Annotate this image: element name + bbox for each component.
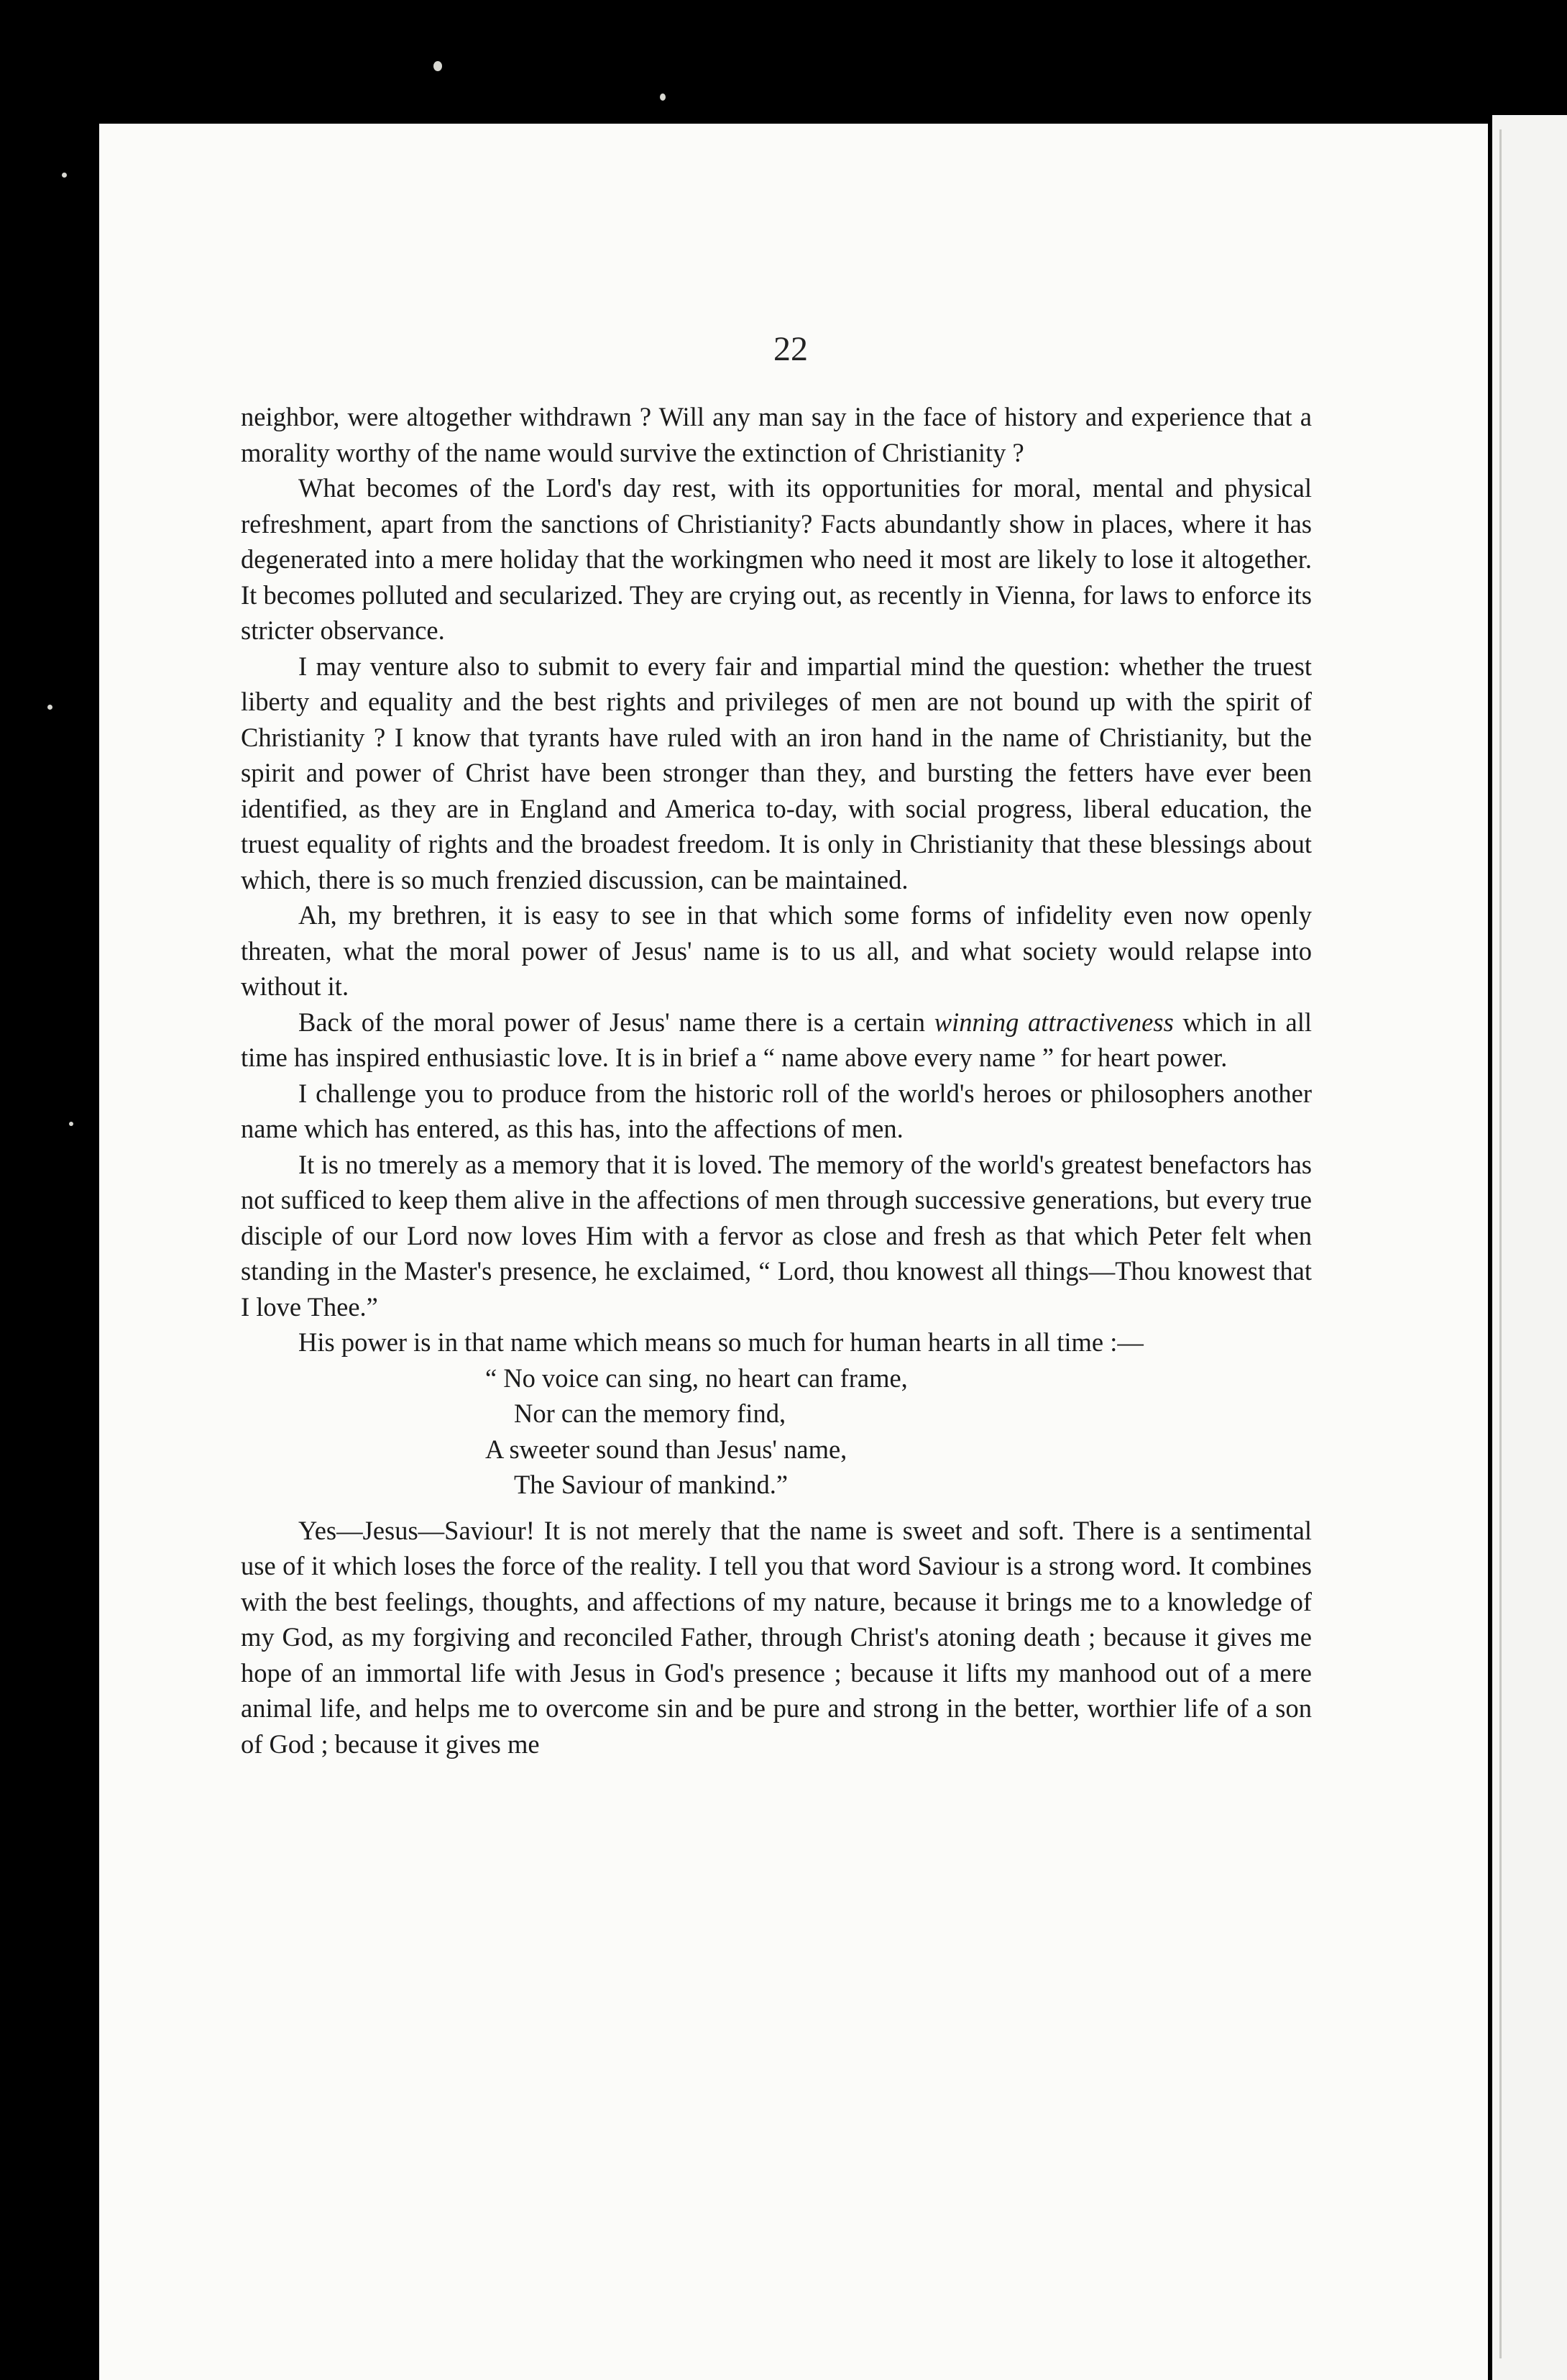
paragraph: His power is in that name which means so much for human hearts in all time :— <box>298 1327 1144 1357</box>
paragraph: neighbor, were altogether withdrawn ? Will any man say in the face of history and experience that a morality worthy of the name would survive the extinction of Christianity ? <box>241 402 1312 467</box>
paragraph-text: which in all time has inspired enthusiastic love. It is in brief a “ name above every name ” for heart power. <box>241 1007 1312 1072</box>
dust-speck <box>69 1122 73 1126</box>
facing-page-edge <box>1492 115 1567 2380</box>
paragraph: It is no tmerely as a memory that it is loved. The memory of the world's greatest benefactors has not sufficed to keep them alive in the affections of men through successive generations, but every true disciple of our Lord now loves Him with a fervor as close and fresh as that which Peter felt when standing in the Master's presence, he exclaimed, “ Lord, thou knowest all things—Thou knowest that I love Thee.” <box>241 1149 1312 1322</box>
dust-speck <box>62 173 67 178</box>
paragraph: Ah, my brethren, it is easy to see in that which some forms of infidelity even now openly threaten, what the moral power of Jesus' name is to us all, and what society would relapse into without it. <box>241 900 1312 1001</box>
paragraph: Yes—Jesus—Saviour! It is not merely that the name is sweet and soft. There is a sentimental use of it which loses the force of the reality. I tell you that word Saviour is a strong word. It combines with the best feelings, thoughts, and affections of my nature, because it brings me to a knowledge of my God, as my forgiving and reconciled Father, through Christ's atoning death ; because it gives me hope of an immortal life with Jesus in God's presence ; because it lifts my manhood out of a mere animal life, and helps me to overcome sin and be pure and strong in the better, worthier life of a son of God ; because it gives me <box>241 1515 1312 1759</box>
paragraph: I challenge you to produce from the historic roll of the world's heroes or philosophers another name which has entered, as this has, into the affections of men. <box>241 1078 1312 1143</box>
dust-speck <box>47 705 52 710</box>
poem-line: “ No voice can sing, no heart can frame, <box>485 1363 908 1393</box>
page-number: 22 <box>773 330 808 368</box>
dust-speck <box>660 93 666 101</box>
paragraph: What becomes of the Lord's day rest, with its opportunities for moral, mental and physical refreshment, apart from the sanctions of Christianity? Facts abundantly show in places, where it has degenerated into a mere holiday that the workingmen who need it most are likely to lose it altogether. It becomes polluted and secularized. They are crying out, as recently in Vienna, for laws to enforce its stricter observance. <box>241 473 1312 645</box>
stanza-gap <box>241 1503 1312 1513</box>
poem-line: A sweeter sound than Jesus' name, <box>485 1434 847 1464</box>
page-fold-line <box>1499 129 1502 2358</box>
dust-speck <box>433 61 442 71</box>
poem-quote <box>485 1360 1312 1503</box>
paragraph: I may venture also to submit to every fair and impartial mind the question: whether the truest liberty and equality and the best rights and privileges of men are not bound up with the spirit of Christianity ? I know that tyrants have ruled with an iron hand in the name of Christianity, but the spirit and power of Christ have been stronger than they, and bursting the fetters have ever been identified, as they are in England and America to-day, with social progress, liberal education, the truest equality of rights and the broadest freedom. It is only in Christianity that these blessings about which, there is so much frenzied discussion, can be maintained. <box>241 651 1312 894</box>
paragraph <box>241 1004 1312 1076</box>
poem-line: Nor can the memory find, <box>514 1399 786 1428</box>
poem-line: The Saviour of mankind.” <box>514 1470 789 1499</box>
body-text <box>241 399 1312 1762</box>
paragraph-text: Back of the moral power of Jesus' name there is a certain <box>298 1007 934 1037</box>
italic-phrase: winning attractiveness <box>934 1007 1174 1037</box>
